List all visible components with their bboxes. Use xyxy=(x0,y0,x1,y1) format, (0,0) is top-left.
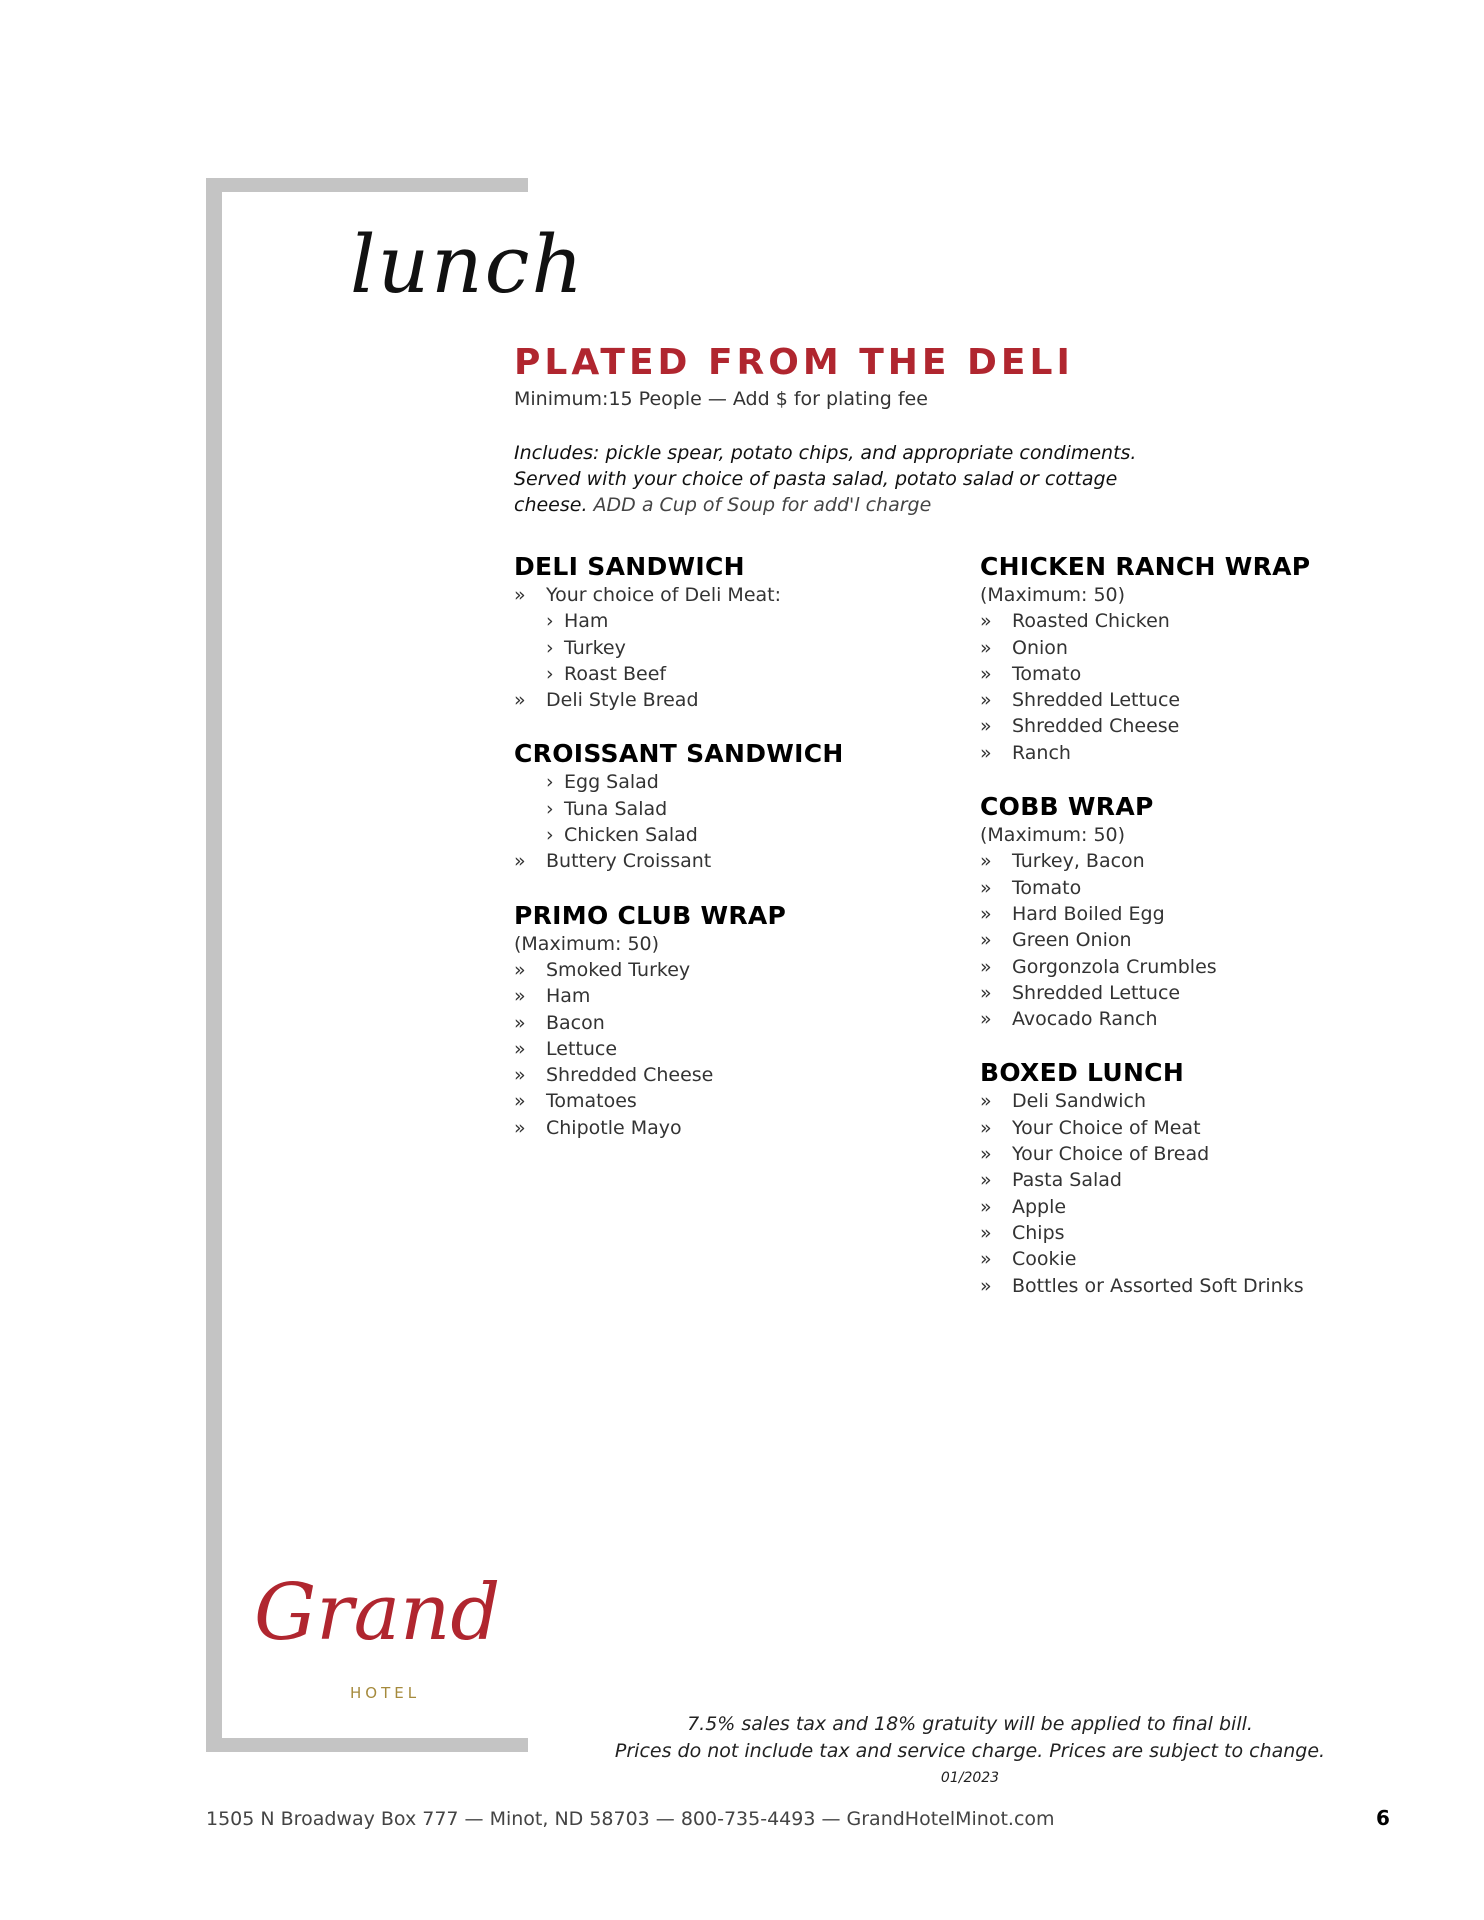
chevron-bullet-icon: › xyxy=(546,610,554,633)
menu-item xyxy=(514,552,934,713)
menu-line xyxy=(980,875,1400,901)
double-chevron-bullet-icon: » xyxy=(514,689,526,712)
menu-line xyxy=(514,983,934,1009)
double-chevron-bullet-icon: » xyxy=(980,955,992,978)
menu-item-title: COBB WRAP xyxy=(980,792,1154,822)
menu-line xyxy=(980,1194,1400,1220)
menu-line xyxy=(514,582,934,608)
double-chevron-bullet-icon: » xyxy=(980,1090,992,1113)
menu-line-text: Tomatoes xyxy=(546,1090,637,1113)
menu-item-title: BOXED LUNCH xyxy=(980,1058,1185,1088)
menu-item-note: (Maximum: 50) xyxy=(980,824,1126,847)
menu-line xyxy=(980,901,1400,927)
soup-addon-text: ADD a Cup of Soup for add'l charge xyxy=(593,494,932,516)
menu-item-title: CROISSANT SANDWICH xyxy=(514,739,844,769)
menu-line-text: Shredded Lettuce xyxy=(1012,689,1181,712)
menu-line xyxy=(514,687,934,713)
menu-line xyxy=(980,1167,1400,1193)
menu-line xyxy=(980,980,1400,1006)
date-stamp: 01/2023 xyxy=(940,1770,1000,1786)
double-chevron-bullet-icon: » xyxy=(514,1011,526,1034)
double-chevron-bullet-icon: » xyxy=(514,1064,526,1087)
menu-item-title: PRIMO CLUB WRAP xyxy=(514,900,787,930)
includes-text: Includes: pickle spear, potato chips, and appropriate condiments. Served with your choice of pasta salad, potato salad or cottage cheese. xyxy=(514,442,1137,516)
menu-subitem xyxy=(514,769,934,795)
right-menu-column xyxy=(980,552,1400,1325)
menu-line xyxy=(980,1246,1400,1272)
menu-line xyxy=(980,1006,1400,1032)
double-chevron-bullet-icon: » xyxy=(980,876,992,899)
frame-top-bar xyxy=(206,178,528,192)
menu-line-text: Smoked Turkey xyxy=(546,958,691,981)
section-title: PLATED FROM THE DELI xyxy=(514,342,1074,383)
double-chevron-bullet-icon: » xyxy=(980,1143,992,1166)
menu-line-text: Apple xyxy=(1012,1195,1067,1218)
menu-item xyxy=(980,552,1400,766)
menu-line-text: Ham xyxy=(546,985,591,1008)
menu-line xyxy=(980,1115,1400,1141)
double-chevron-bullet-icon: » xyxy=(514,1090,526,1113)
menu-line-text: Chicken Salad xyxy=(564,824,698,847)
double-chevron-bullet-icon: » xyxy=(980,1169,992,1192)
menu-item-note: (Maximum: 50) xyxy=(514,932,660,955)
menu-line xyxy=(514,1036,934,1062)
double-chevron-bullet-icon: » xyxy=(514,584,526,606)
chevron-bullet-icon: › xyxy=(546,824,554,847)
menu-item xyxy=(980,1058,1400,1298)
menu-line-text: Your Choice of Bread xyxy=(1012,1143,1210,1166)
menu-line xyxy=(514,957,934,983)
double-chevron-bullet-icon: » xyxy=(980,1008,992,1031)
chevron-bullet-icon: › xyxy=(546,636,554,659)
menu-line xyxy=(980,661,1400,687)
menu-line-text: Bacon xyxy=(546,1011,605,1034)
double-chevron-bullet-icon: » xyxy=(980,1116,992,1139)
menu-line-text: Hard Boiled Egg xyxy=(1012,902,1165,925)
menu-line-text: Egg Salad xyxy=(564,771,659,794)
address-line: 1505 N Broadway Box 777 — Minot, ND 58703 — 800-735-4493 — GrandHotelMinot.com xyxy=(206,1808,1055,1830)
menu-line-text: Roast Beef xyxy=(564,662,667,685)
double-chevron-bullet-icon: » xyxy=(980,741,992,764)
price-note: Prices do not include tax and service charge. Prices are subject to change. xyxy=(614,1740,1326,1762)
page-number: 6 xyxy=(1376,1806,1390,1830)
includes-note xyxy=(514,440,1174,518)
menu-line-text: Tomato xyxy=(1012,662,1082,685)
menu-item xyxy=(980,792,1400,1032)
double-chevron-bullet-icon: » xyxy=(980,1195,992,1218)
menu-line-text: Green Onion xyxy=(1012,929,1132,952)
menu-line xyxy=(980,1141,1400,1167)
menu-subitem xyxy=(514,822,934,848)
menu-line xyxy=(980,635,1400,661)
chevron-bullet-icon: › xyxy=(546,797,554,820)
menu-item xyxy=(514,901,934,1141)
menu-line-text: Turkey, Bacon xyxy=(1012,850,1145,873)
double-chevron-bullet-icon: » xyxy=(980,610,992,633)
menu-line-text: Tuna Salad xyxy=(564,797,668,820)
menu-item xyxy=(514,739,934,874)
menu-line-text: Buttery Croissant xyxy=(546,850,712,873)
menu-line-text: Your Choice of Meat xyxy=(1012,1116,1201,1139)
menu-line-text: Your choice of Deli Meat: xyxy=(546,584,782,606)
menu-subitem xyxy=(514,661,934,687)
chevron-bullet-icon: › xyxy=(546,771,554,794)
frame-bottom-bar xyxy=(206,1738,528,1752)
menu-line-text: Chips xyxy=(1012,1221,1065,1244)
menu-item-note: (Maximum: 50) xyxy=(980,584,1126,606)
double-chevron-bullet-icon: » xyxy=(980,981,992,1004)
menu-item-title: CHICKEN RANCH WRAP xyxy=(980,552,1311,581)
double-chevron-bullet-icon: » xyxy=(514,985,526,1008)
double-chevron-bullet-icon: » xyxy=(514,850,526,873)
menu-line xyxy=(514,1115,934,1141)
menu-line-text: Lettuce xyxy=(546,1037,618,1060)
menu-line-text: Bottles or Assorted Soft Drinks xyxy=(1012,1274,1304,1297)
left-menu-column xyxy=(514,552,934,1167)
double-chevron-bullet-icon: » xyxy=(980,636,992,659)
menu-line-text: Onion xyxy=(1012,636,1068,659)
menu-line xyxy=(514,1010,934,1036)
menu-line xyxy=(980,1273,1400,1299)
double-chevron-bullet-icon: » xyxy=(980,1221,992,1244)
double-chevron-bullet-icon: » xyxy=(514,958,526,981)
double-chevron-bullet-icon: » xyxy=(980,715,992,738)
menu-line-text: Shredded Lettuce xyxy=(1012,981,1181,1004)
double-chevron-bullet-icon: » xyxy=(980,689,992,712)
menu-line-text: Ham xyxy=(564,610,609,633)
minimum-note: Minimum:15 People — Add $ for plating fee xyxy=(514,388,928,410)
menu-line xyxy=(980,713,1400,739)
logo-hotel-text: HOTEL xyxy=(350,1684,421,1702)
menu-subitem xyxy=(514,608,934,634)
menu-line xyxy=(980,848,1400,874)
menu-line xyxy=(980,1088,1400,1114)
chevron-bullet-icon: › xyxy=(546,662,554,685)
menu-line xyxy=(980,927,1400,953)
double-chevron-bullet-icon: » xyxy=(980,850,992,873)
frame-left-bar xyxy=(206,178,222,1752)
menu-line-text: Deli Style Bread xyxy=(546,689,699,712)
double-chevron-bullet-icon: » xyxy=(514,1116,526,1139)
menu-item-title: DELI SANDWICH xyxy=(514,552,745,581)
logo-script-text: Grand xyxy=(254,1568,501,1658)
tax-note: 7.5% sales tax and 18% gratuity will be applied to final bill. xyxy=(687,1713,1253,1735)
page-heading: lunch xyxy=(350,218,585,311)
menu-line-text: Pasta Salad xyxy=(1012,1169,1122,1192)
menu-line xyxy=(514,1062,934,1088)
double-chevron-bullet-icon: » xyxy=(980,1248,992,1271)
menu-line-text: Tomato xyxy=(1012,876,1082,899)
double-chevron-bullet-icon: » xyxy=(980,929,992,952)
double-chevron-bullet-icon: » xyxy=(980,662,992,685)
menu-line xyxy=(514,848,934,874)
double-chevron-bullet-icon: » xyxy=(980,902,992,925)
menu-line-text: Gorgonzola Crumbles xyxy=(1012,955,1217,978)
menu-line-text: Shredded Cheese xyxy=(546,1064,714,1087)
menu-line xyxy=(980,687,1400,713)
menu-line xyxy=(980,608,1400,634)
menu-line-text: Shredded Cheese xyxy=(1012,715,1180,738)
menu-line-text: Chipotle Mayo xyxy=(546,1116,682,1139)
menu-subitem xyxy=(514,796,934,822)
menu-line-text: Avocado Ranch xyxy=(1012,1008,1158,1031)
grand-hotel-logo xyxy=(254,1568,501,1724)
menu-subitem xyxy=(514,635,934,661)
menu-line xyxy=(980,740,1400,766)
menu-line xyxy=(980,1220,1400,1246)
menu-line-text: Turkey xyxy=(564,636,626,659)
menu-line xyxy=(980,954,1400,980)
menu-line-text: Roasted Chicken xyxy=(1012,610,1170,633)
double-chevron-bullet-icon: » xyxy=(980,1274,992,1297)
menu-line xyxy=(514,1088,934,1114)
double-chevron-bullet-icon: » xyxy=(514,1037,526,1060)
menu-line-text: Cookie xyxy=(1012,1248,1077,1271)
menu-line-text: Deli Sandwich xyxy=(1012,1090,1147,1113)
menu-line-text: Ranch xyxy=(1012,741,1071,764)
